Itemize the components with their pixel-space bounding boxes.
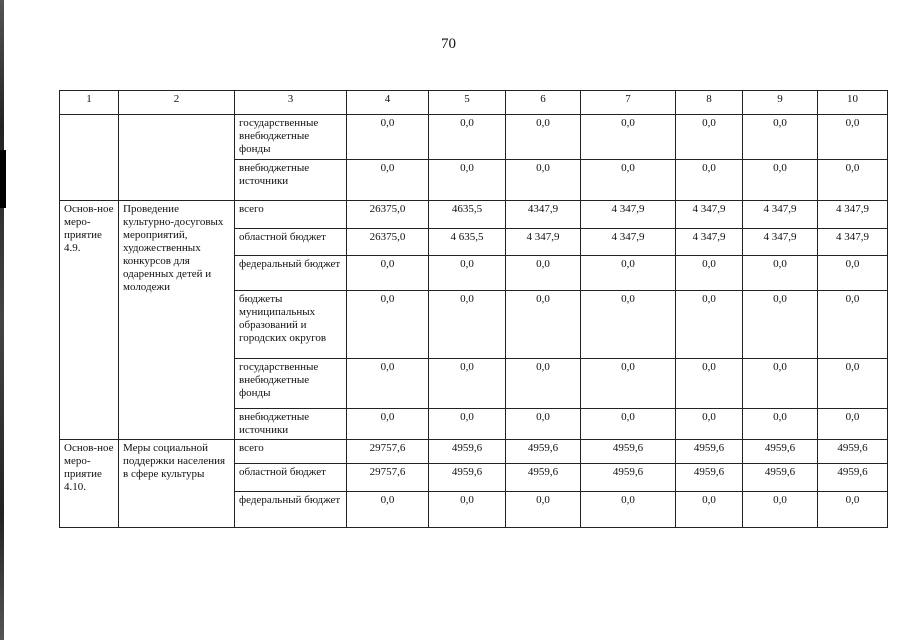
- budget-table: [59, 90, 888, 528]
- value-cell: 0,0: [743, 160, 818, 201]
- header-cell: 4: [347, 91, 429, 115]
- funding-source: областной бюджет: [235, 229, 347, 256]
- measure-name: Проведение культурно-досуговых мероприятий, художественных конкурсов для одаренных детей и молодежи: [119, 201, 235, 440]
- value-cell: 0,0: [506, 160, 581, 201]
- funding-source: областной бюджет: [235, 464, 347, 492]
- value-cell: 0,0: [347, 160, 429, 201]
- value-cell: 0,0: [429, 492, 506, 528]
- value-cell: 0,0: [581, 291, 676, 359]
- value-cell: 0,0: [347, 256, 429, 291]
- value-cell: 0,0: [506, 359, 581, 409]
- header-cell: 5: [429, 91, 506, 115]
- value-cell: 0,0: [429, 409, 506, 440]
- value-cell: 0,0: [429, 256, 506, 291]
- measure-code: Основ-ное меро-приятие 4.10.: [60, 440, 119, 528]
- value-cell: 0,0: [818, 359, 888, 409]
- value-cell: 4 347,9: [581, 201, 676, 229]
- table-row: [60, 115, 888, 160]
- value-cell: 0,0: [743, 115, 818, 160]
- value-cell: 0,0: [347, 492, 429, 528]
- funding-source: государственные внебюджетные фонды: [235, 115, 347, 160]
- value-cell: 4 347,9: [581, 229, 676, 256]
- value-cell: 4959,6: [581, 464, 676, 492]
- value-cell: 0,0: [581, 409, 676, 440]
- funding-source: бюджеты муниципальных образований и городских округов: [235, 291, 347, 359]
- value-cell: 4347,9: [506, 201, 581, 229]
- value-cell: 4959,6: [506, 440, 581, 464]
- page-number: 70: [441, 36, 456, 52]
- header-cell: 10: [818, 91, 888, 115]
- table-row: [60, 440, 888, 464]
- value-cell: 0,0: [581, 492, 676, 528]
- continued-code-cell: [60, 115, 119, 201]
- value-cell: 4959,6: [818, 440, 888, 464]
- value-cell: 0,0: [506, 115, 581, 160]
- value-cell: 0,0: [581, 160, 676, 201]
- value-cell: 4959,6: [581, 440, 676, 464]
- value-cell: 0,0: [506, 409, 581, 440]
- table-row: [60, 201, 888, 229]
- value-cell: 0,0: [676, 291, 743, 359]
- header-cell: 8: [676, 91, 743, 115]
- scan-edge: [0, 0, 4, 640]
- funding-source: государственные внебюджетные фонды: [235, 359, 347, 409]
- value-cell: 4 347,9: [818, 229, 888, 256]
- value-cell: 0,0: [581, 115, 676, 160]
- header-row: [60, 91, 888, 115]
- header-cell: 9: [743, 91, 818, 115]
- value-cell: 0,0: [506, 492, 581, 528]
- funding-source: федеральный бюджет: [235, 492, 347, 528]
- header-cell: 7: [581, 91, 676, 115]
- value-cell: 0,0: [743, 409, 818, 440]
- value-cell: 0,0: [743, 256, 818, 291]
- funding-source: внебюджетные источники: [235, 160, 347, 201]
- value-cell: 0,0: [743, 291, 818, 359]
- value-cell: 0,0: [818, 291, 888, 359]
- value-cell: 0,0: [347, 409, 429, 440]
- value-cell: 0,0: [676, 160, 743, 201]
- value-cell: 0,0: [743, 492, 818, 528]
- value-cell: 26375,0: [347, 229, 429, 256]
- measure-code: Основ-ное меро-приятие 4.9.: [60, 201, 119, 440]
- scan-mark: [0, 150, 6, 208]
- value-cell: 0,0: [581, 359, 676, 409]
- value-cell: 4959,6: [818, 464, 888, 492]
- header-cell: 2: [119, 91, 235, 115]
- funding-source: внебюджетные источники: [235, 409, 347, 440]
- value-cell: 4959,6: [429, 464, 506, 492]
- value-cell: 0,0: [676, 256, 743, 291]
- value-cell: 4 347,9: [818, 201, 888, 229]
- value-cell: 0,0: [429, 291, 506, 359]
- funding-source: федеральный бюджет: [235, 256, 347, 291]
- value-cell: 4959,6: [676, 440, 743, 464]
- value-cell: 4 347,9: [676, 229, 743, 256]
- value-cell: 0,0: [818, 409, 888, 440]
- value-cell: 4 347,9: [506, 229, 581, 256]
- value-cell: 0,0: [818, 115, 888, 160]
- funding-source: всего: [235, 201, 347, 229]
- funding-source: всего: [235, 440, 347, 464]
- value-cell: 26375,0: [347, 201, 429, 229]
- header-cell: 6: [506, 91, 581, 115]
- value-cell: 0,0: [818, 256, 888, 291]
- value-cell: 29757,6: [347, 464, 429, 492]
- value-cell: 4959,6: [676, 464, 743, 492]
- value-cell: 4 347,9: [743, 229, 818, 256]
- value-cell: 0,0: [347, 359, 429, 409]
- value-cell: 0,0: [506, 256, 581, 291]
- value-cell: 0,0: [676, 359, 743, 409]
- header-cell: 1: [60, 91, 119, 115]
- value-cell: 0,0: [429, 359, 506, 409]
- value-cell: 0,0: [743, 359, 818, 409]
- value-cell: 0,0: [347, 291, 429, 359]
- value-cell: 0,0: [818, 160, 888, 201]
- value-cell: 29757,6: [347, 440, 429, 464]
- value-cell: 0,0: [506, 291, 581, 359]
- value-cell: 0,0: [347, 115, 429, 160]
- value-cell: 0,0: [429, 115, 506, 160]
- measure-name: Меры социальной поддержки населения в сфере культуры: [119, 440, 235, 528]
- value-cell: 0,0: [676, 115, 743, 160]
- header-cell: 3: [235, 91, 347, 115]
- value-cell: 0,0: [676, 409, 743, 440]
- value-cell: 4959,6: [506, 464, 581, 492]
- value-cell: 4959,6: [743, 440, 818, 464]
- value-cell: 4 347,9: [676, 201, 743, 229]
- continued-name-cell: [119, 115, 235, 201]
- value-cell: 4959,6: [429, 440, 506, 464]
- value-cell: 0,0: [429, 160, 506, 201]
- value-cell: 0,0: [581, 256, 676, 291]
- value-cell: 4 635,5: [429, 229, 506, 256]
- value-cell: 0,0: [676, 492, 743, 528]
- value-cell: 4 347,9: [743, 201, 818, 229]
- value-cell: 0,0: [818, 492, 888, 528]
- value-cell: 4959,6: [743, 464, 818, 492]
- value-cell: 4635,5: [429, 201, 506, 229]
